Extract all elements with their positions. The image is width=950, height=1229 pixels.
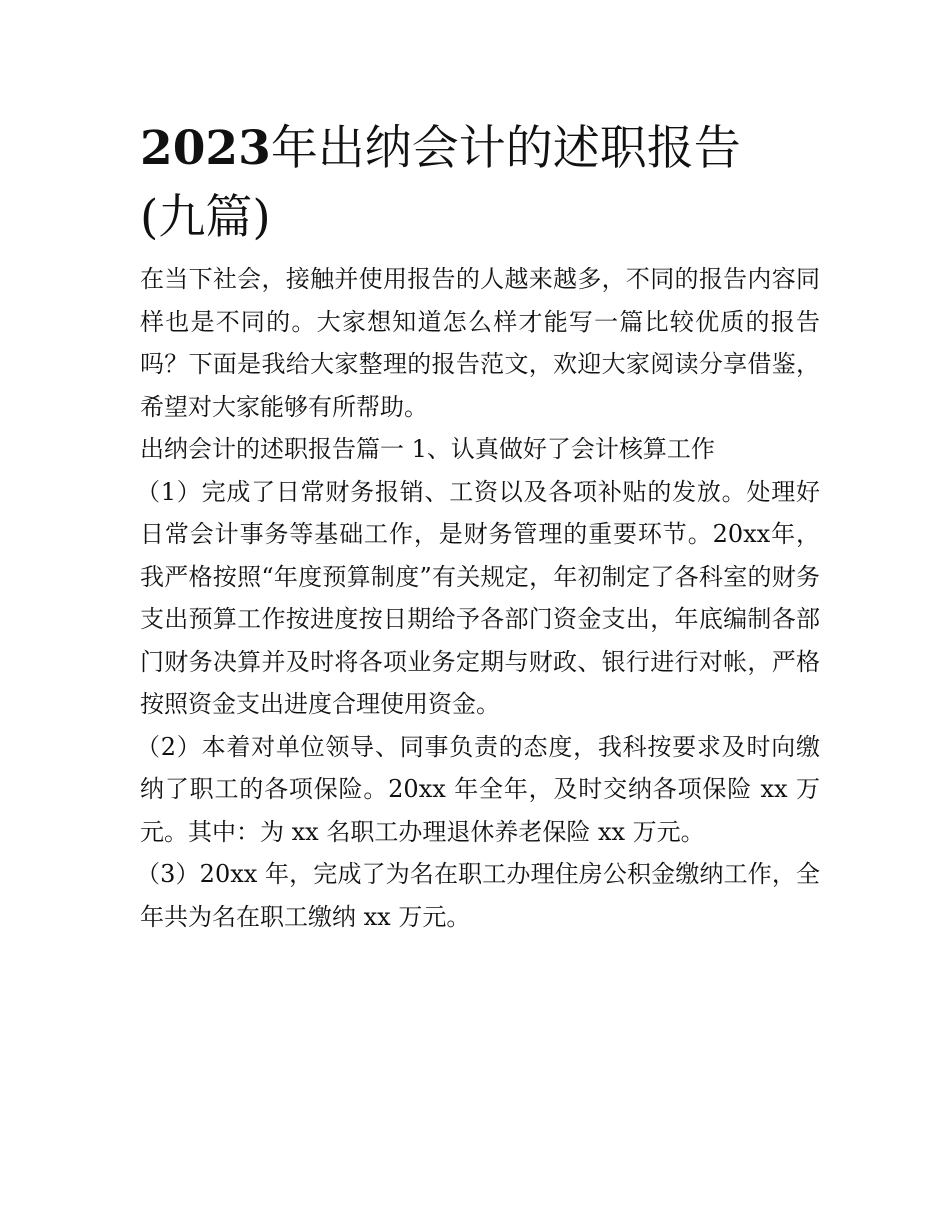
document-title-year: 2023 xyxy=(140,121,271,176)
item-1-paragraph: （1）完成了日常财务报销、工资以及各项补贴的发放。处理好日常会计事务等基础工作，是财务管理的重要环节。20xx年，我严格按照“年度预算制度”有关规定，年初制定了各科室的财务支出预算工作按进度按日期给予各部门资金支出，年底编制各部门财务决算并及时将各项业务定期与财政、银行进行对帐，严格按照资金支出进度合理使用资金。 xyxy=(136,477,820,718)
document-title-text: 年出纳会计的述职报告(九篇) xyxy=(140,121,741,245)
item-3-paragraph: （3）20xx 年，完成了为名在职工办理住房公积金缴纳工作，全年共为名在职工缴纳 xx 万元。 xyxy=(136,860,820,931)
item-2-paragraph: （2）本着对单位领导、同事负责的态度，我科按要求及时向缴纳了职工的各项保险。20xx 年全年，及时交纳各项保险 xx 万元。其中：为 xx 名职工办理退休养老保险 xx 万元。 xyxy=(136,732,820,846)
section-heading: 出纳会计的述职报告篇一 1、认真做好了会计核算工作 xyxy=(140,435,715,463)
document-title xyxy=(140,114,800,252)
intro-paragraph: 在当下社会，接触并使用报告的人越来越多，不同的报告内容同样也是不同的。大家想知道怎么样才能写一篇比较优质的报告吗？下面是我给大家整理的报告范文，欢迎大家阅读分享借鉴，希望对大家能够有所帮助。 xyxy=(140,265,820,421)
